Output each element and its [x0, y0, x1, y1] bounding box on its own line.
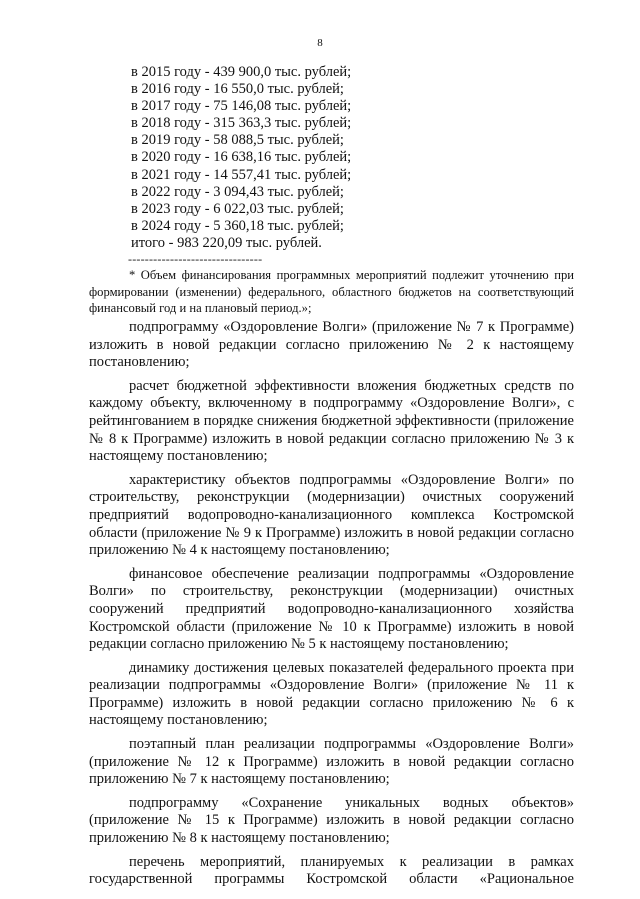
funding-year-line: в 2023 году - 6 022,03 тыс. рублей;	[131, 200, 344, 217]
funding-year-line: в 2015 году - 439 900,0 тыс. рублей;	[131, 64, 352, 80]
funding-year-line: в 2020 году - 16 638,16 тыс. рублей;	[131, 149, 352, 166]
paragraph: расчет бюджетной эффективности вложения бюджетных средств по каждому объекту, включенному в подпрограмму «Оздоровление Волги», с рейтингованием в порядке снижения бюджетной эффективности (приложение № 8 к Программе) изложить в новой редакции согласно приложению № 3 к настоящему постановлению;	[89, 377, 574, 465]
funding-total-line: итого - 983 220,09 тыс. рублей.	[131, 234, 322, 251]
paragraph: перечень мероприятий, планируемых к реализации в рамках государственной программы Костромской области «Рациональное	[89, 853, 574, 888]
funding-year-line: в 2022 году - 3 094,43 тыс. рублей;	[131, 183, 344, 200]
paragraph: динамику достижения целевых показателей федерального проекта при реализации подпрограммы «Оздоровление Волги» (приложение № 11 к Программе) изложить в новой редакции согласно приложению № 6 к настоящему постановлению;	[89, 659, 574, 729]
footnote-separator: --------------------------------	[128, 252, 263, 266]
paragraph: поэтапный план реализации подпрограммы «Оздоровление Волги» (приложение № 12 к Программе) изложить в новой редакции согласно приложению № 7 к настоящему постановлению;	[89, 736, 574, 788]
paragraph: подпрограмму «Сохранение уникальных водных объектов» (приложение № 15 к Программе) изложить в новой редакции согласно приложению № 8 к настоящему постановлению;	[89, 794, 574, 847]
paragraph: финансовое обеспечение реализации подпрограммы «Оздоровление Волги» по строительству, реконструкции (модернизации) очистных сооружений предприятий водопроводно-канализационного хозяйства Костромской области (приложение № 10 к Программе) изложить в новой редакции согласно приложению № 5 к настоящему постановлению;	[89, 565, 574, 653]
paragraph: характеристику объектов подпрограммы «Оздоровление Волги» по строительству, реконструкции (модернизации) очистных сооружений предприятий водопроводно-канализационного комплекса Костромской области (приложение № 9 к Программе) изложить в новой редакции согласно приложению № 4 к настоящему постановлению;	[89, 471, 574, 559]
funding-year-line: в 2021 году - 14 557,41 тыс. рублей;	[131, 166, 352, 183]
document-body	[89, 319, 574, 889]
footnote: * Объем финансирования программных мероприятий подлежит уточнению при формировании (изменении) федерального, областного бюджетов на соответствующий финансовый год и на плановый период.»;	[89, 268, 574, 315]
funding-year-line: в 2017 году - 75 146,08 тыс. рублей;	[131, 98, 352, 115]
funding-year-line: в 2018 году - 315 363,3 тыс. рублей;	[131, 115, 352, 132]
page-number: 8	[317, 37, 323, 49]
funding-year-line: в 2016 году - 16 550,0 тыс. рублей;	[131, 81, 344, 98]
paragraph: подпрограмму «Оздоровление Волги» (приложение № 7 к Программе) изложить в новой редакции согласно приложению № 2 к настоящему постановлению;	[89, 319, 574, 371]
funding-year-line: в 2024 году - 5 360,18 тыс. рублей;	[131, 217, 344, 234]
funding-year-line: в 2019 году - 58 088,5 тыс. рублей;	[131, 132, 344, 149]
funding-by-year-list	[131, 64, 351, 252]
